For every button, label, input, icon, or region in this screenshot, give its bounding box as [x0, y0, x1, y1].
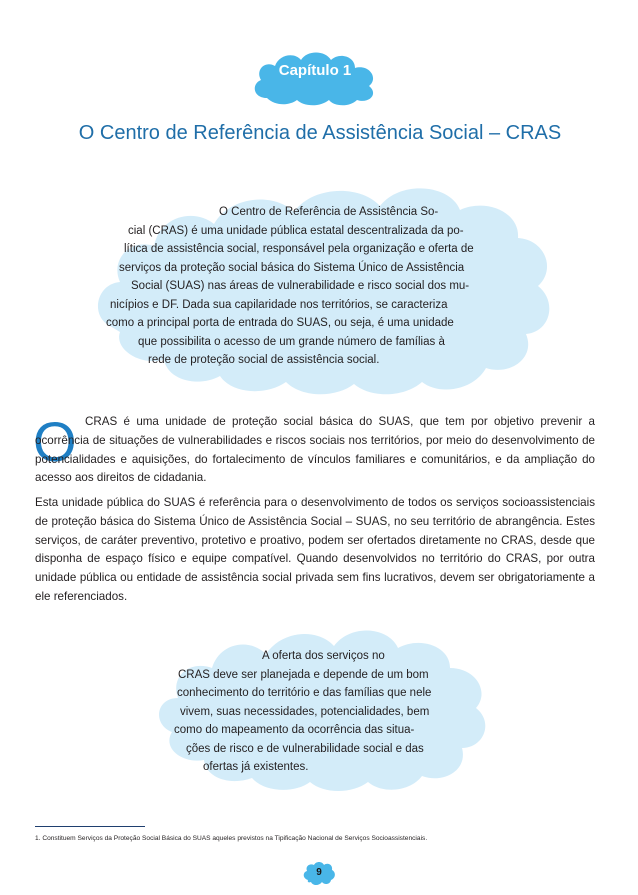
- callout-bottom-text: [150, 647, 495, 777]
- callout-line: nicípios e DF. Dada sua capilaridade nos territórios, se caracteriza: [110, 298, 448, 311]
- callout-line: lítica de assistência social, responsável pela organização e oferta de: [124, 243, 474, 255]
- callout-line: O Centro de Referência de Assistência So-: [219, 206, 439, 218]
- page-number: 9: [316, 867, 322, 878]
- chapter-label: Capítulo 1: [278, 62, 352, 79]
- page-number-badge: [302, 860, 336, 886]
- paragraph: Esta unidade pública do SUAS é referência para o desenvolvimento de todos os serviços socioassistenciais de proteção básica do Sistema Único de Assistência Social – SUAS, no seu território de abrangência. Estes serviços, de caráter preventivo, protetivo e proativo, podem ser ofertados diretamente no CRAS, desde que disponha de espaço físico e equipe compatível. Quando desenvolvidos no território do CRAS, por outra unidade pública ou entidade de assistência social privada sem fins lucrativos, devem ser obrigatoriamente a ele referenciados.: [35, 496, 595, 603]
- page-title: O Centro de Referência de Assistência Social – CRAS: [78, 122, 562, 144]
- callout-line: como a principal porta de entrada do SUAS, ou seja, é uma unidade: [106, 317, 454, 329]
- callout-line: ofertas já existentes.: [203, 761, 309, 773]
- callout-line: como do mapeamento da ocorrência das situa-: [174, 724, 415, 736]
- callout-top-text: [106, 203, 512, 370]
- callout-bottom: [150, 614, 495, 792]
- callout-line: serviços da proteção social básica do Sistema Único de Assistência: [119, 261, 465, 274]
- callout-line: A oferta dos serviços no: [262, 650, 385, 662]
- callout-line: ções de risco e de vulnerabilidade social e das: [186, 742, 424, 755]
- callout-line: conhecimento do território e das famílias que nele: [177, 687, 432, 699]
- callout-line: cial (CRAS) é uma unidade pública estatal descentralizada da po-: [128, 224, 464, 237]
- callout-line: Social (SUAS) nas áreas de vulnerabilidade e risco social dos mu-: [131, 280, 470, 292]
- callout-line: rede de proteção social de assistência social.: [148, 354, 380, 366]
- dropcap: O: [33, 410, 77, 473]
- footnote: 1. Constituem Serviços da Proteção Social Básica do SUAS aqueles previstos na Tipificação Nacional de Serviços Socioassistenciais.: [35, 835, 428, 842]
- callout-top: [90, 176, 560, 401]
- callout-line: vivem, suas necessidades, potencialidades, bem: [180, 705, 430, 718]
- callout-line: CRAS deve ser planejada e depende de um bom: [178, 668, 429, 681]
- chapter-badge: [245, 40, 385, 110]
- paragraph: CRAS é uma unidade de proteção social básica do SUAS, que tem por objetivo prevenir a ocorrência de situações de vulnerabilidades e riscos sociais nos territórios, por meio do desenvolvimento de potencialidades e aquisições, do fortalecimento de vínculos familiares e comunitários, e da ampliação do acesso aos direitos de cidadania.: [35, 415, 595, 485]
- footnote-divider: [35, 826, 145, 827]
- callout-line: que possibilita o acesso de um grande número de famílias à: [138, 335, 445, 348]
